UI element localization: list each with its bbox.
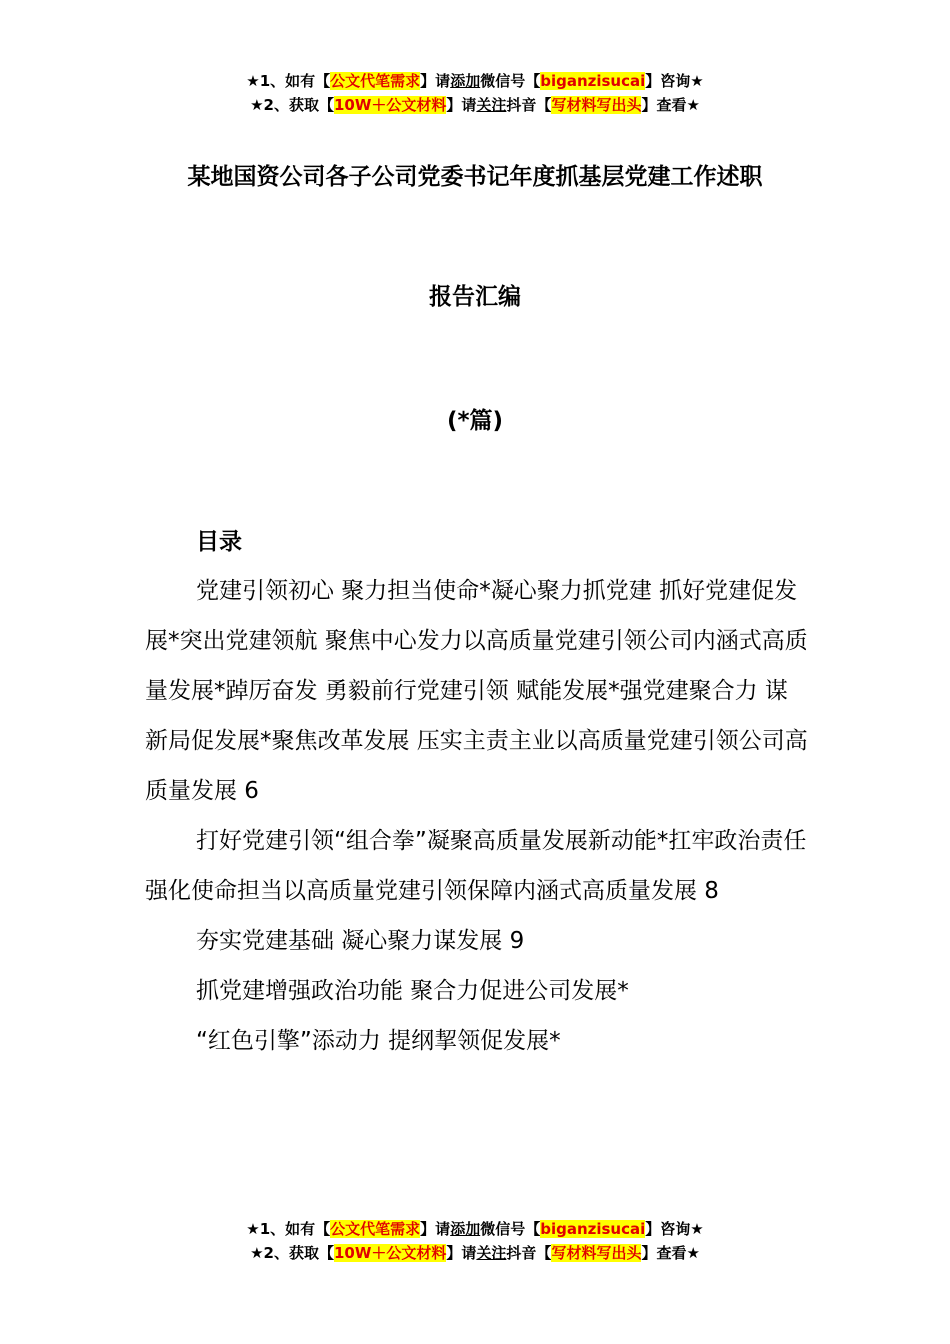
top-promo-banner	[0, 69, 950, 117]
toc-entry: 抓党建增强政治功能 聚合力促进公司发展*	[196, 978, 629, 1004]
toc-entry: “红色引擎”添动力 提纲挈领促发展*	[196, 1028, 561, 1054]
document-subtitle: (*篇)	[446, 408, 504, 434]
toc-entry: 夯实党建基础 凝心聚力谋发展 9	[196, 928, 525, 954]
promo-line-2: ★2、获取【10W＋公文材料】请关注抖音【写材料写出头】查看★	[250, 1244, 700, 1262]
toc-heading: 目录	[196, 529, 242, 555]
document-title-line-1: 某地国资公司各子公司党委书记年度抓基层党建工作述职	[187, 164, 763, 190]
toc-entry: 党建引领初心 聚力担当使命*凝心聚力抓党建 抓好党建促发展*突出党建领航 聚焦中心发力以高质量党建引领公司内涵式高质量发展*踔厉奋发 勇毅前行党建引领 赋能发展*强党建聚合力 谋新局促发展*聚焦改革发展 压实主责主业以高质量党建引领公司高质量发展 6	[145, 578, 808, 804]
promo-line-2: ★2、获取【10W＋公文材料】请关注抖音【写材料写出头】查看★	[250, 96, 700, 114]
table-of-contents	[145, 566, 810, 1066]
bottom-promo-banner	[0, 1217, 950, 1265]
promo-line-1: ★1、如有【公文代笔需求】请添加微信号【biganzisucai】咨询★	[246, 1220, 704, 1238]
toc-entry: 打好党建引领“组合拳”凝聚高质量发展新动能*扛牢政治责任 强化使命担当以高质量党建引领保障内涵式高质量发展 8	[145, 828, 807, 904]
promo-line-1: ★1、如有【公文代笔需求】请添加微信号【biganzisucai】咨询★	[246, 72, 704, 90]
document-title-line-2: 报告汇编	[429, 284, 521, 310]
